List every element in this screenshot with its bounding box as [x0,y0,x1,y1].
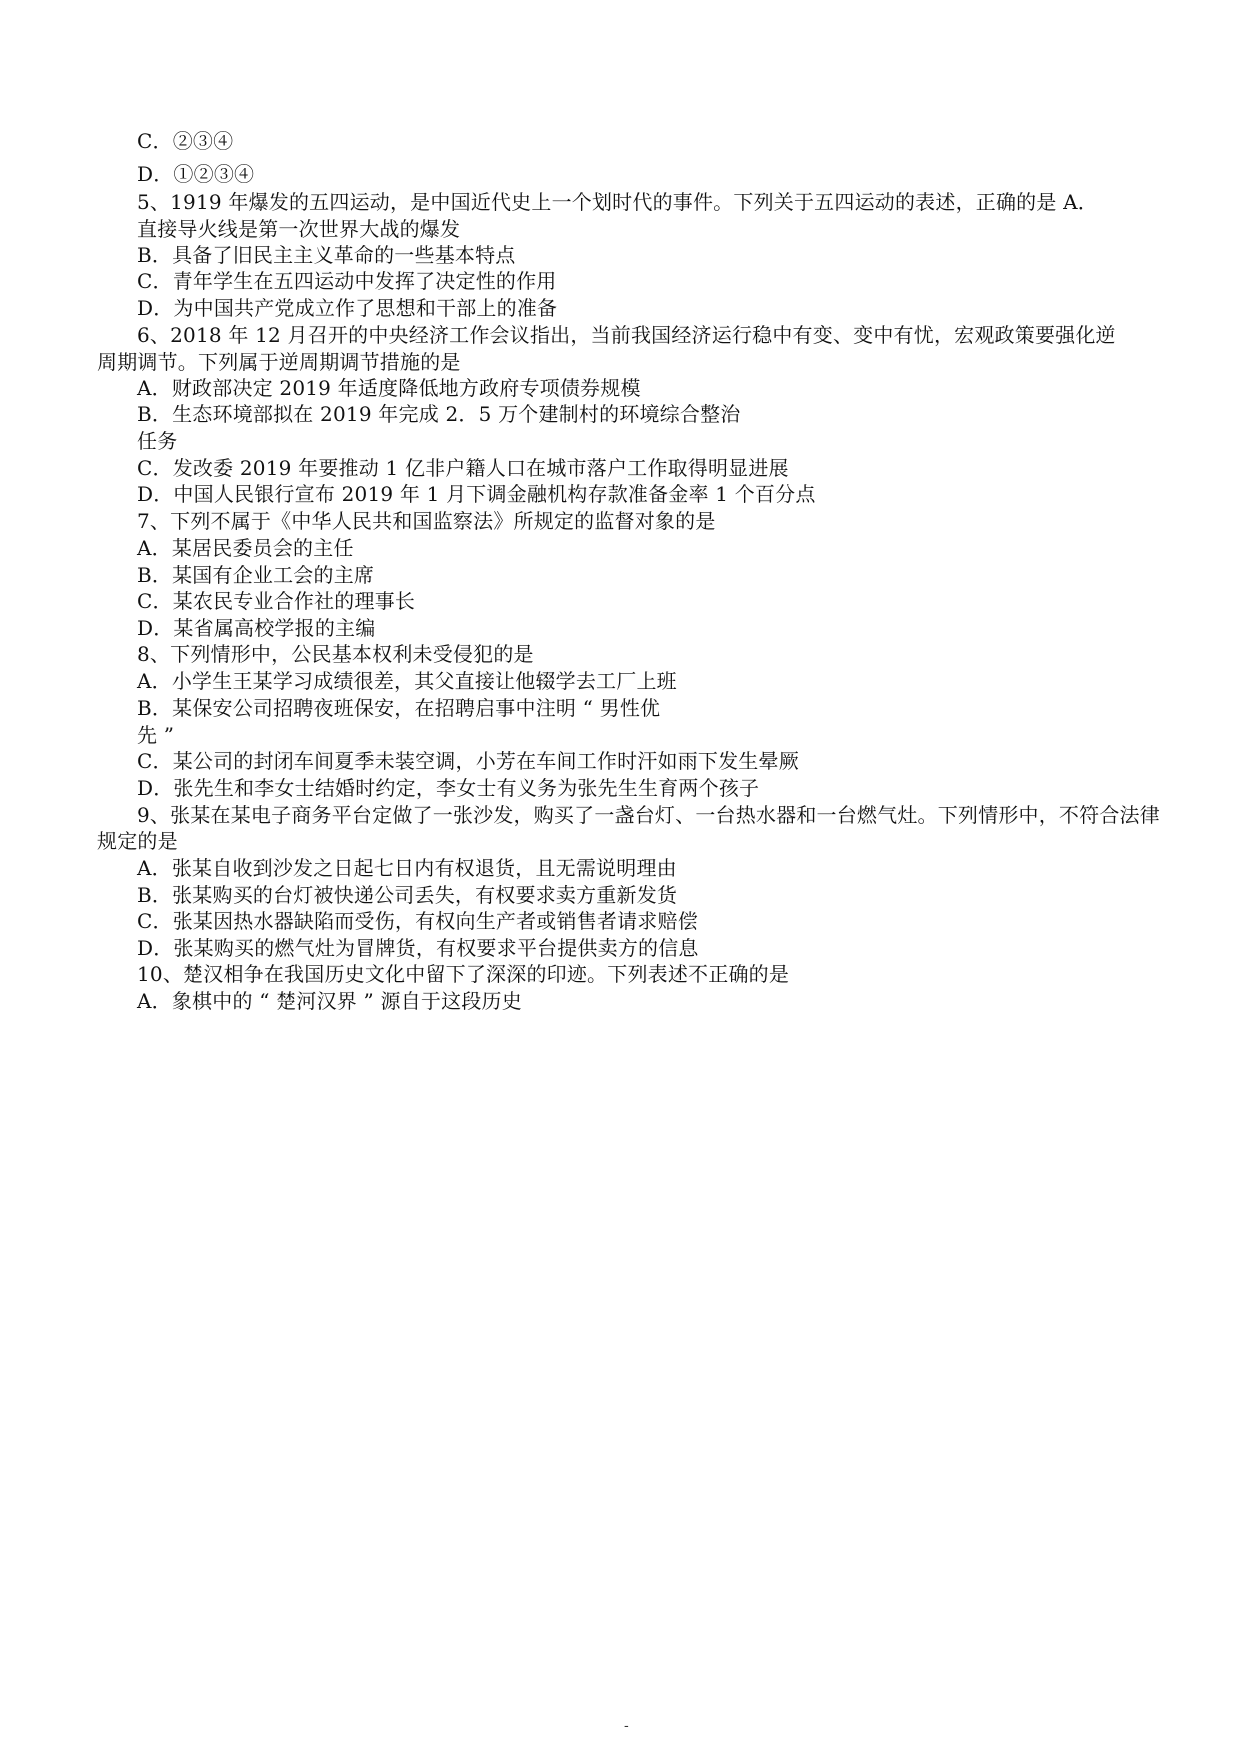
option-line: C．某公司的封闭车间夏季未装空调，小芳在车间工作时汗如雨下发生晕厥 [137,749,799,773]
option-line: C．②③④ [137,129,234,153]
option-line: A．小学生王某学习成绩很差，其父直接让他辍学去工厂上班 [137,669,677,693]
option-line: B．生态环境部拟在 2019 年完成 2．5 万个建制村的环境综合整治 [137,402,741,426]
question-line: 8、下列情形中，公民基本权利未受侵犯的是 [137,642,534,666]
question-line: 10、楚汉相争在我国历史文化中留下了深深的印迹。下列表述不正确的是 [137,962,790,986]
question-line: 周期调节。下列属于逆周期调节措施的是 [97,350,461,374]
option-line: D．某省属高校学报的主编 [137,616,376,640]
option-line: A．财政部决定 2019 年适度降低地方政府专项债券规模 [137,376,641,400]
option-line: D．中国人民银行宣布 2019 年 1 月下调金融机构存款准备金率 1 个百分点 [137,482,816,506]
question-line: 9、张某在某电子商务平台定做了一张沙发，购买了一盏台灯、一台热水器和一台燃气灶。下列情形中，不符合法律 [137,803,1160,827]
option-line: B．某国有企业工会的主席 [137,563,375,587]
option-line: A．某居民委员会的主任 [137,536,354,560]
option-line: 任务 [137,429,178,453]
option-line: B．具备了旧民主主义革命的一些基本特点 [137,243,516,267]
page-footer-mark: - [624,1718,629,1734]
option-line: A．象棋中的 “ 楚河汉界 ” 源自于这段历史 [137,989,522,1013]
option-line: C．发改委 2019 年要推动 1 亿非户籍人口在城市落户工作取得明显进展 [137,456,789,480]
option-line: B．某保安公司招聘夜班保安，在招聘启事中注明 “ 男性优 [137,696,661,720]
option-line: D．张先生和李女士结婚时约定，李女士有义务为张先生生育两个孩子 [137,776,760,800]
option-line: D．为中国共产党成立作了思想和干部上的准备 [137,296,558,320]
option-line: A．张某自收到沙发之日起七日内有权退货，且无需说明理由 [137,856,677,880]
option-line: 先 ” [137,723,175,747]
option-line: C．张某因热水器缺陷而受伤，有权向生产者或销售者请求赔偿 [137,909,698,933]
option-line: 直接导火线是第一次世界大战的爆发 [137,217,461,241]
option-line: B．张某购买的台灯被快递公司丢失，有权要求卖方重新发货 [137,883,678,907]
option-line: C．青年学生在五四运动中发挥了决定性的作用 [137,269,557,293]
option-line: D．①②③④ [137,162,255,186]
option-line: C．某农民专业合作社的理事长 [137,589,416,613]
question-line: 7、下列不属于《中华人民共和国监察法》所规定的监督对象的是 [137,509,716,533]
question-line: 规定的是 [97,829,178,853]
question-line: 6、2018 年 12 月召开的中央经济工作会议指出，当前我国经济运行稳中有变、变中有忧，宏观政策要强化逆 [137,323,1116,347]
question-line: 5、1919 年爆发的五四运动，是中国近代史上一个划时代的事件。下列关于五四运动的表述，正确的是 A． [137,190,1098,214]
option-line: D．张某购买的燃气灶为冒牌货，有权要求平台提供卖方的信息 [137,936,699,960]
